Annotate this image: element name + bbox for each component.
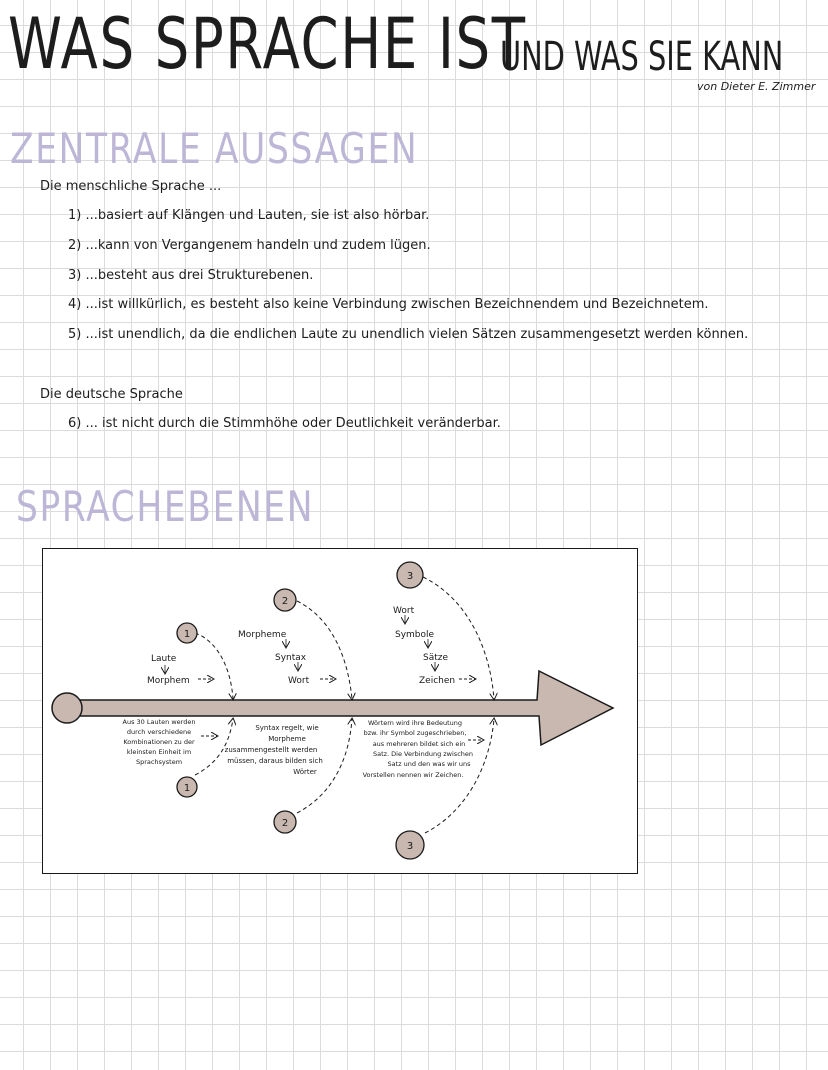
statement-item: 2) ...kann von Vergangenem handeln und zudem lügen. — [68, 238, 431, 253]
page-subtitle: UND WAS SIE KANN — [500, 34, 784, 80]
badge-1-lower — [177, 777, 197, 797]
svg-text:Satz. Die Verbindung zwischen: Satz. Die Verbindung zwischen — [372, 750, 474, 758]
label-zeichen: Zeichen — [419, 676, 456, 686]
svg-text:Kombinationen zu der: Kombinationen zu der — [123, 738, 195, 746]
label-syntax: Syntax — [275, 653, 307, 663]
section-heading-zentrale-aussagen: ZENTRALE AUSSAGEN — [10, 124, 419, 173]
svg-text:3: 3 — [406, 841, 414, 852]
label-wort: Wort — [288, 676, 310, 686]
statement-item: 3) ...besteht aus drei Strukturebenen. — [68, 268, 314, 283]
description-level-3 — [363, 719, 473, 779]
branch-line-2-lower — [297, 719, 352, 813]
branch-line-1-upper — [195, 633, 233, 699]
svg-text:1: 1 — [183, 783, 191, 794]
section-heading-sprachebenen: SPRACHEBENEN — [16, 482, 315, 531]
label-morphem: Morphem — [147, 676, 190, 686]
svg-text:2: 2 — [281, 596, 289, 607]
svg-text:3: 3 — [406, 571, 414, 582]
svg-text:Wörter: Wörter — [293, 768, 317, 776]
svg-text:aus mehreren bildet sich ein: aus mehreren bildet sich ein — [372, 740, 466, 748]
svg-text:Aus 30 Lauten werden: Aus 30 Lauten werden — [122, 718, 196, 726]
svg-text:durch verschiedene: durch verschiedene — [126, 728, 192, 736]
badge-2-upper — [274, 589, 296, 611]
svg-text:bzw. ihr Symbol zugeschrieben,: bzw. ihr Symbol zugeschrieben, — [363, 729, 467, 737]
svg-text:Morpheme: Morpheme — [268, 735, 306, 743]
fishbone-diagram — [42, 548, 638, 874]
svg-text:Satz und den was wir uns: Satz und den was wir uns — [387, 760, 471, 768]
label-laute: Laute — [151, 654, 177, 664]
svg-text:Sprachsystem: Sprachsystem — [135, 758, 183, 766]
badge-2-lower — [274, 811, 296, 833]
lead-deutsche-sprache: Die deutsche Sprache — [40, 387, 183, 402]
svg-text:Syntax regelt, wie: Syntax regelt, wie — [255, 724, 319, 732]
page-title: WAS SPRACHE IST — [8, 3, 527, 85]
description-level-1 — [123, 718, 196, 766]
fishbone-diagram-svg — [43, 549, 637, 873]
label-wort-3: Wort — [393, 606, 415, 616]
svg-text:2: 2 — [281, 818, 289, 829]
svg-text:müssen, daraus bilden sich: müssen, daraus bilden sich — [227, 757, 323, 765]
lead-menschliche-sprache: Die menschliche Sprache ... — [40, 179, 222, 194]
svg-text:1: 1 — [183, 629, 191, 640]
statement-item: 4) ...ist willkürlich, es besteht also keine Verbindung zwischen Bezeichnendem und Bezeichnetem. — [68, 297, 709, 312]
description-level-2 — [225, 724, 323, 776]
badge-3-upper — [397, 562, 423, 588]
svg-text:kleinsten Einheit im: kleinsten Einheit im — [126, 748, 192, 756]
svg-text:zusammengestellt werden: zusammengestellt werden — [224, 746, 318, 754]
statement-item: 6) ... ist nicht durch die Stimmhöhe oder Deutlichkeit veränderbar. — [68, 416, 501, 431]
svg-text:Wörtern wird ihre Bedeutung: Wörtern wird ihre Bedeutung — [368, 719, 462, 727]
badge-3-lower — [396, 831, 424, 859]
svg-text:Vorstellen nennen wir Zeichen.: Vorstellen nennen wir Zeichen. — [362, 771, 464, 779]
label-symbole: Symbole — [395, 630, 435, 640]
statement-item: 5) ...ist unendlich, da die endlichen Laute zu unendlich vielen Sätzen zusammengesetzt werden können. — [68, 327, 749, 342]
label-morpheme: Morpheme — [238, 630, 287, 640]
badge-1-upper — [177, 623, 197, 643]
author-line: von Dieter E. Zimmer — [697, 80, 816, 93]
label-saetze: Sätze — [423, 653, 449, 663]
spine-start-circle-icon — [52, 693, 82, 723]
statement-item: 1) ...basiert auf Klängen und Lauten, sie ist also hörbar. — [68, 208, 430, 223]
